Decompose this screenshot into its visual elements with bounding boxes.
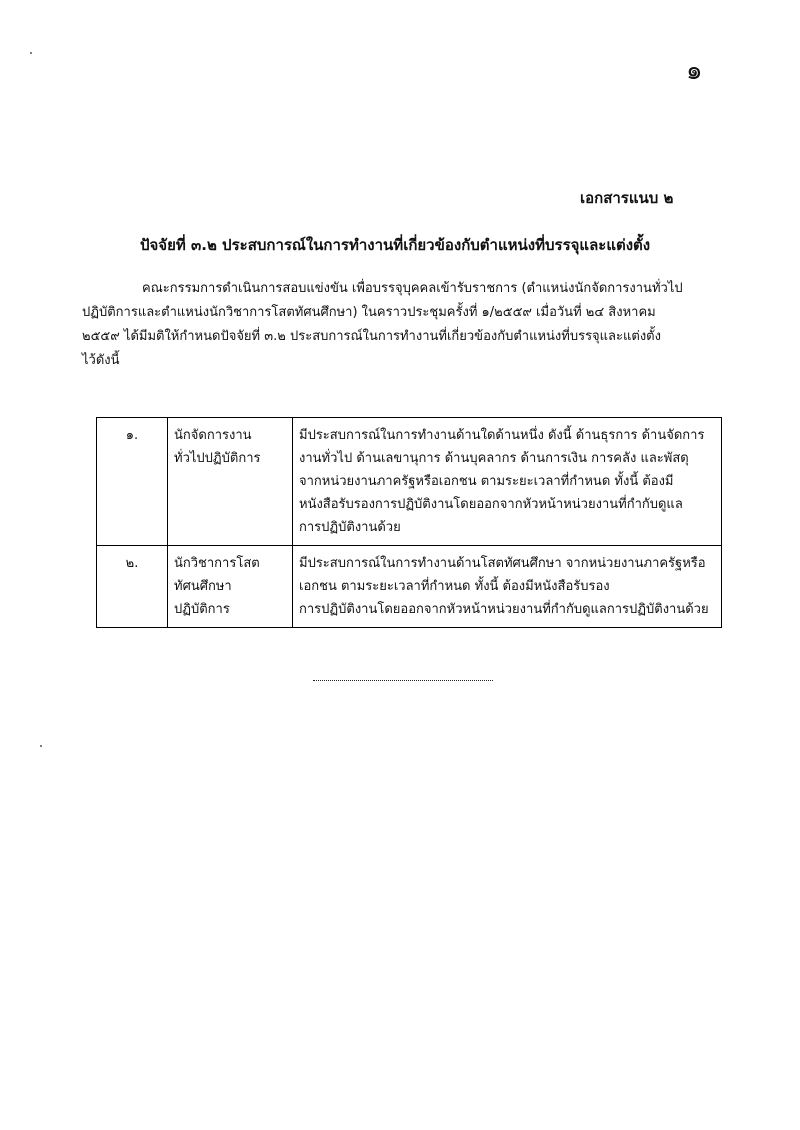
attachment-label: เอกสารแนบ ๒ [580, 189, 674, 207]
position-name [168, 546, 293, 628]
body-line: ๒๕๕๙ ได้มีมติให้กำหนดปัจจัยที่ ๓.๒ ประสบการณ์ในการทำงานที่เกี่ยวข้องกับตำแหน่งที่บรรจุและแต่งตั้ง [82, 329, 661, 344]
description-line: การปฏิบัติงานโดยออกจากหัวหน้าหน่วยงานที่กำกับดูแลการปฏิบัติงานด้วย [299, 602, 709, 617]
description-line: เอกชน ตามระยะเวลาที่กำหนด ทั้งนี้ ต้องมีหนังสือรับรอง [299, 579, 610, 594]
row-number: ๒. [97, 546, 168, 628]
description-line: การปฏิบัติงานด้วย [299, 520, 401, 535]
body-paragraph [82, 277, 722, 373]
position-name-line: นักจัดการงาน [174, 428, 252, 443]
position-name [168, 418, 293, 546]
scan-speck [40, 745, 42, 747]
description-line: จากหน่วยงานภาครัฐหรือเอกชน ตามระยะเวลาที่กำหนด ทั้งนี้ ต้องมี [299, 474, 674, 489]
experience-description [293, 418, 722, 546]
body-line: คณะกรรมการดำเนินการสอบแข่งขัน เพื่อบรรจุบุคคลเข้ารับราชการ (ตำแหน่งนักจัดการงานทั่วไป [142, 281, 683, 296]
table-row [97, 418, 722, 546]
description-line: มีประสบการณ์ในการทำงานด้านโสตทัศนศึกษา จากหน่วยงานภาครัฐหรือ [299, 556, 706, 571]
body-line: ไว้ดังนี้ [82, 353, 120, 368]
body-line: ปฏิบัติการและตำแหน่งนักวิชาการโสตทัศนศึกษา) ในคราวประชุมครั้งที่ ๑/๒๕๕๙ เมื่อวันที่ ๒๔ สิงหาคม [82, 305, 656, 320]
row-number: ๑. [97, 418, 168, 546]
position-name-line: นักวิชาการโสต [174, 556, 260, 571]
qualifications-table [96, 417, 722, 628]
page-number: ๑ [686, 56, 703, 86]
description-line: หนังสือรับรองการปฏิบัติงานโดยออกจากหัวหน้าหน่วยงานที่กำกับดูแล [299, 497, 683, 512]
position-name-line: ปฏิบัติการ [174, 602, 230, 617]
description-line: งานทั่วไป ด้านเลขานุการ ด้านบุคลากร ด้านการเงิน การคลัง และพัสดุ [299, 451, 689, 466]
scan-speck [30, 52, 32, 54]
position-name-line: ทัศนศึกษา [174, 579, 232, 594]
table-row [97, 546, 722, 628]
description-line: มีประสบการณ์ในการทำงานด้านใดด้านหนึ่ง ดังนี้ ด้านธุรการ ด้านจัดการ [299, 428, 705, 443]
end-of-document-divider [313, 680, 493, 681]
document-title: ปัจจัยที่ ๓.๒ ประสบการณ์ในการทำงานที่เกี่ยวข้องกับตำแหน่งที่บรรจุและแต่งตั้ง [140, 236, 651, 254]
experience-description [293, 546, 722, 628]
position-name-line: ทั่วไปปฏิบัติการ [174, 451, 261, 466]
